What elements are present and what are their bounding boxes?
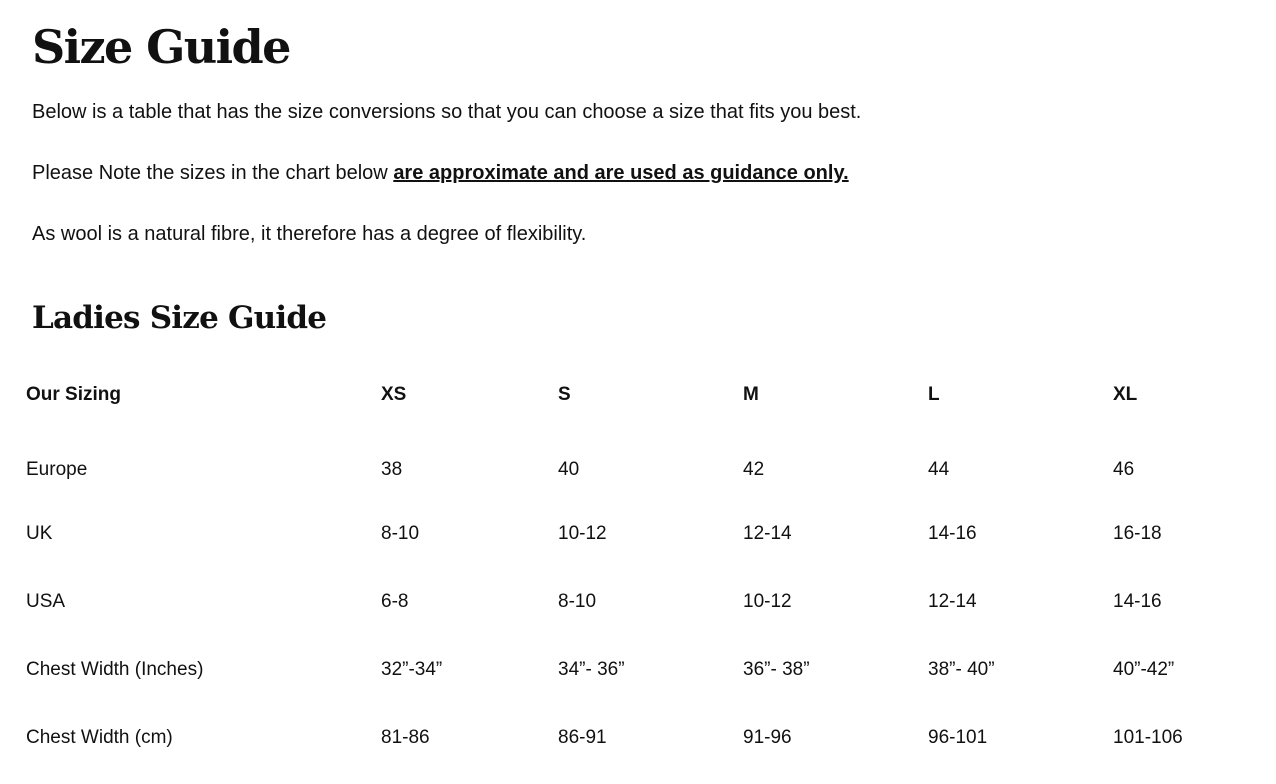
table-cell: 81-86 [381,727,430,748]
table-cell: 38”- 40” [928,659,995,680]
table-row [26,568,1233,636]
table-row [26,432,1233,500]
header-s: S [558,384,571,405]
wool-note: As wool is a natural fibre, it therefore has a degree of flexibility. [32,223,587,245]
approximate-note [32,161,849,185]
ladies-size-table [26,360,1233,772]
table-cell: 40”-42” [1113,659,1175,680]
intro-text: Below is a table that has the size conversions so that you can choose a size that fits you best. [32,101,862,123]
header-xs: XS [381,384,407,405]
table-row [26,636,1233,704]
header-xl: XL [1113,384,1138,405]
table-cell: 32”-34” [381,659,443,680]
table-cell: 8-10 [381,523,420,544]
table-cell: 34”- 36” [558,659,625,680]
table-row [26,500,1233,568]
table-cell: 14-16 [1113,591,1162,612]
table-cell: 8-10 [558,591,597,612]
table-cell: 40 [558,459,580,480]
table-cell: 6-8 [381,591,409,612]
page-title: Size Guide [32,20,290,74]
table-row [26,704,1233,772]
ladies-section-title: Ladies Size Guide [32,300,327,336]
table-cell: 36”- 38” [743,659,810,680]
table-cell: 12-14 [928,591,977,612]
header-m: M [743,384,759,405]
note-emphasis: are approximate and are used as guidance only. [393,162,849,184]
table-cell: 10-12 [558,523,607,544]
table-cell: 44 [928,459,950,480]
row-label: Chest Width (cm) [26,727,173,748]
row-label: Europe [26,459,88,480]
table-header-row [26,360,1233,432]
table-cell: 12-14 [743,523,792,544]
header-l: L [928,384,940,405]
table-cell: 42 [743,459,765,480]
table-cell: 96-101 [928,727,988,748]
row-label: UK [26,523,53,544]
table-cell: 46 [1113,459,1135,480]
note-prefix: Please Note the sizes in the chart below [32,162,394,184]
row-label: Chest Width (Inches) [26,659,204,680]
table-cell: 38 [381,459,403,480]
table-cell: 16-18 [1113,523,1162,544]
row-label: USA [26,591,66,612]
table-cell: 10-12 [743,591,792,612]
header-our-sizing: Our Sizing [26,384,121,405]
table-cell: 14-16 [928,523,977,544]
table-cell: 86-91 [558,727,607,748]
table-cell: 91-96 [743,727,792,748]
table-cell: 101-106 [1113,727,1183,748]
